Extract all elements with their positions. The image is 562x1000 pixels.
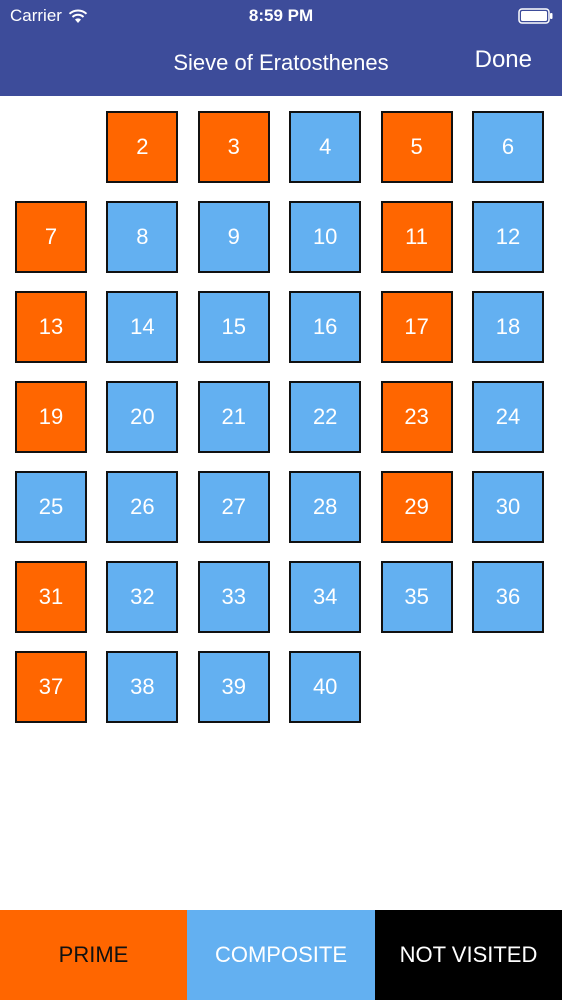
sieve-cell[interactable]: 32	[106, 561, 178, 633]
legend	[0, 910, 562, 1000]
status-time: 8:59 PM	[248, 6, 314, 25]
sieve-cell[interactable]: 18	[472, 291, 544, 363]
sieve-cell[interactable]: 11	[381, 201, 453, 273]
sieve-cell[interactable]: 30	[472, 471, 544, 543]
battery-icon	[518, 8, 554, 24]
sieve-cell[interactable]: 23	[381, 381, 453, 453]
sieve-cell[interactable]: 39	[198, 651, 270, 723]
sieve-cell[interactable]: 19	[15, 381, 87, 453]
page-title: Sieve of Eratosthenes	[173, 50, 389, 75]
sieve-cell[interactable]: 28	[289, 471, 361, 543]
carrier-label: Carrier	[10, 6, 62, 25]
sieve-cell[interactable]: 22	[289, 381, 361, 453]
sieve-cell[interactable]: 29	[381, 471, 453, 543]
sieve-cell[interactable]: 35	[381, 561, 453, 633]
legend-not-visited[interactable]: NOT VISITED	[375, 910, 562, 1000]
sieve-cell[interactable]: 5	[381, 111, 453, 183]
legend-composite[interactable]: COMPOSITE	[187, 910, 375, 1000]
sieve-cell[interactable]: 21	[198, 381, 270, 453]
sieve-cell[interactable]: 36	[472, 561, 544, 633]
sieve-cell[interactable]: 9	[198, 201, 270, 273]
sieve-cell[interactable]: 16	[289, 291, 361, 363]
sieve-cell[interactable]: 7	[15, 201, 87, 273]
sieve-cell[interactable]: 17	[381, 291, 453, 363]
sieve-cell[interactable]: 34	[289, 561, 361, 633]
sieve-cell[interactable]: 12	[472, 201, 544, 273]
sieve-cell[interactable]: 33	[198, 561, 270, 633]
sieve-cell[interactable]: 10	[289, 201, 361, 273]
sieve-cell[interactable]: 27	[198, 471, 270, 543]
sieve-cell[interactable]: 25	[15, 471, 87, 543]
sieve-cell[interactable]: 8	[106, 201, 178, 273]
sieve-cell[interactable]: 38	[106, 651, 178, 723]
sieve-cell[interactable]: 31	[15, 561, 87, 633]
sieve-cell[interactable]: 15	[198, 291, 270, 363]
sieve-cell[interactable]: 2	[106, 111, 178, 183]
sieve-cell[interactable]: 24	[472, 381, 544, 453]
sieve-cell[interactable]: 20	[106, 381, 178, 453]
legend-prime[interactable]: PRIME	[0, 910, 187, 1000]
sieve-cell[interactable]: 13	[15, 291, 87, 363]
status-bar	[0, 0, 562, 32]
sieve-cell[interactable]: 37	[15, 651, 87, 723]
sieve-cell[interactable]: 3	[198, 111, 270, 183]
top-bar	[0, 0, 562, 96]
done-button[interactable]: Done	[474, 46, 532, 73]
sieve-cell[interactable]: 6	[472, 111, 544, 183]
sieve-cell[interactable]: 26	[106, 471, 178, 543]
sieve-cell[interactable]: 40	[289, 651, 361, 723]
sieve-cell[interactable]: 14	[106, 291, 178, 363]
sieve-cell[interactable]: 4	[289, 111, 361, 183]
